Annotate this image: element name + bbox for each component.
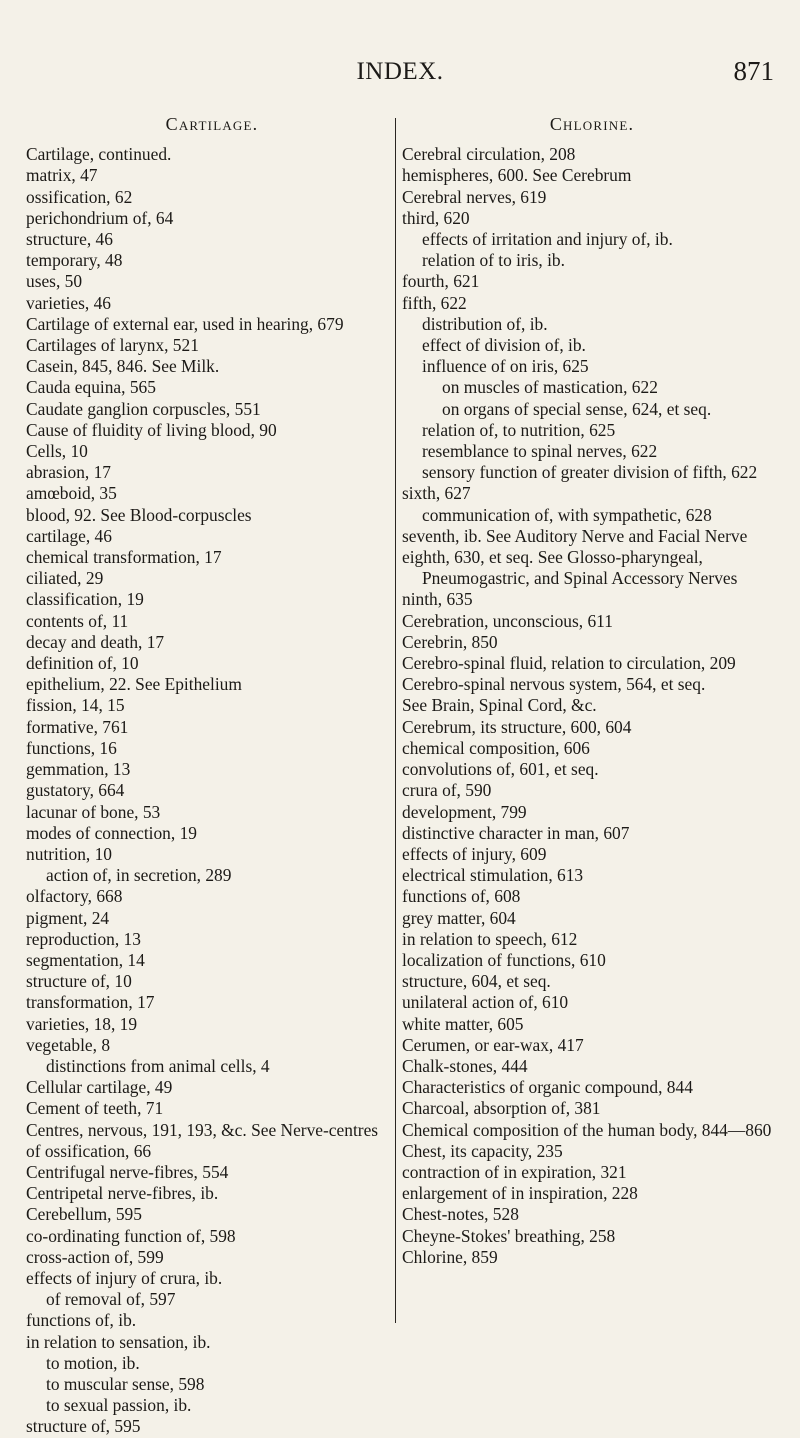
index-entry-text: to muscular sense, 598: [46, 1373, 205, 1394]
index-entry: [26, 908, 398, 929]
index-entry: [26, 611, 398, 632]
index-entry-text: contraction of in expiration, 321: [402, 1161, 627, 1182]
index-entry-text: Chlorine, 859: [402, 1246, 498, 1267]
index-entry-text: action of, in secretion, 289: [46, 865, 232, 886]
index-entry: [26, 1395, 398, 1416]
index-entry-text: Chemical composition of the human body, 844—860: [402, 1119, 772, 1140]
index-entry-text: classification, 19: [26, 589, 144, 610]
index-entry-text: functions of, 608: [402, 886, 521, 907]
index-entry-text: Cerebrum, its structure, 600, 604: [402, 716, 632, 737]
index-entry: [26, 314, 398, 335]
index-entry: [402, 1226, 782, 1247]
index-entry-text: fifth, 622: [402, 292, 467, 313]
index-entry: [402, 314, 782, 335]
index-entry: [26, 293, 398, 314]
index-entry-text: definition of, 10: [26, 653, 139, 674]
index-entry: [26, 738, 398, 759]
index-entry: [26, 462, 398, 483]
index-entry: [402, 1077, 782, 1098]
index-entry: [26, 1332, 398, 1353]
index-entry-text: Cause of fluidity of living blood, 90: [26, 419, 277, 440]
index-entry-text: ciliated, 29: [26, 568, 104, 589]
index-entry: [402, 908, 782, 929]
index-entry: [26, 780, 398, 801]
index-entry-text: fourth, 621: [402, 271, 480, 292]
index-entry-text: distribution of, ib.: [422, 313, 548, 334]
index-entry-text: Cerebro-spinal nervous system, 564, et seq.: [402, 674, 706, 695]
index-entry-text: decay and death, 17: [26, 631, 165, 652]
index-entry-text: effects of irritation and injury of, ib.: [422, 229, 673, 250]
index-entry-text: gemmation, 13: [26, 759, 131, 780]
index-entry-text: structure, 46: [26, 229, 113, 250]
index-entry: [26, 144, 398, 165]
index-entry-text: Cheyne-Stokes' breathing, 258: [402, 1225, 616, 1246]
index-entry: [26, 929, 398, 950]
index-entry-text: localization of functions, 610: [402, 949, 606, 970]
index-entry-text: of ossification, 66: [26, 1140, 152, 1161]
index-entry-text: development, 799: [402, 801, 527, 822]
index-entry: [26, 1289, 398, 1310]
index-entry: [402, 483, 782, 504]
index-entry: [402, 844, 782, 865]
index-entry-text: enlargement of in inspiration, 228: [402, 1183, 638, 1204]
index-entry: [402, 653, 782, 674]
index-entry-text: in relation to sensation, ib.: [26, 1331, 211, 1352]
index-entry-text: epithelium, 22. See Epithelium: [26, 674, 242, 695]
index-entry: [26, 229, 398, 250]
index-entry: [26, 1141, 398, 1162]
index-entry-text: Characteristics of organic compound, 844: [402, 1077, 693, 1098]
index-entry: [26, 399, 398, 420]
index-entry-text: third, 620: [402, 207, 470, 228]
index-entry: [26, 632, 398, 653]
index-entry-text: pigment, 24: [26, 907, 110, 928]
index-entry: [402, 971, 782, 992]
index-entry: [26, 589, 398, 610]
index-entry: [26, 695, 398, 716]
index-entry-text: to motion, ib.: [46, 1352, 140, 1373]
index-entry-text: in relation to speech, 612: [402, 928, 578, 949]
index-entry: [26, 1120, 398, 1141]
index-entry: [26, 1077, 398, 1098]
left-column: [26, 114, 398, 1438]
running-head: INDEX.: [356, 58, 444, 85]
index-entry: [26, 1374, 398, 1395]
index-entry-text: sensory function of greater division of fifth, 622: [422, 462, 758, 483]
index-entry-text: transformation, 17: [26, 992, 155, 1013]
index-entry: [402, 547, 782, 589]
index-entry-text: Cerebral circulation, 208: [402, 144, 576, 165]
index-entry: [26, 1416, 398, 1437]
index-entry-text: Chalk-stones, 444: [402, 1055, 528, 1076]
index-entry-text: communication of, with sympathetic, 628: [422, 504, 712, 525]
index-entry-text: contents of, 11: [26, 610, 129, 631]
index-entry: [26, 335, 398, 356]
index-entry: [402, 144, 782, 165]
index-entry-text: ninth, 635: [402, 589, 473, 610]
index-entry: [26, 865, 398, 886]
index-entry-text: relation of to iris, ib.: [422, 250, 565, 271]
index-entry: [26, 568, 398, 589]
index-entry: [402, 526, 782, 547]
index-entry: [26, 526, 398, 547]
index-entry: [402, 695, 782, 716]
index-entry-text: on muscles of mastication, 622: [442, 377, 658, 398]
right-column-heading: Chlorine.: [549, 114, 635, 134]
index-entry: [402, 865, 782, 886]
index-entry-text: vegetable, 8: [26, 1034, 111, 1055]
index-entry: [26, 1353, 398, 1374]
index-entry: [402, 420, 782, 441]
index-entry-text: Cerumen, or ear-wax, 417: [402, 1034, 584, 1055]
index-entry-text: distinctions from animal cells, 4: [46, 1055, 270, 1076]
column-divider: [395, 118, 396, 1323]
index-entry-text: lacunar of bone, 53: [26, 801, 161, 822]
index-entry-text: Centrifugal nerve-fibres, 554: [26, 1161, 229, 1182]
index-entry: [402, 632, 782, 653]
index-entry: [402, 1247, 782, 1268]
index-entry: [26, 759, 398, 780]
index-entry: [26, 1014, 398, 1035]
index-entry: [402, 1098, 782, 1119]
index-entry-text: convolutions of, 601, et seq.: [402, 759, 599, 780]
index-entry-text: cartilage, 46: [26, 525, 112, 546]
index-entry-text: Cartilage of external ear, used in hearing, 679: [26, 313, 344, 334]
index-entry-text: fission, 14, 15: [26, 695, 125, 716]
index-entry-text: reproduction, 13: [26, 928, 141, 949]
index-entry: [26, 1204, 398, 1225]
index-entry-text: Centripetal nerve-fibres, ib.: [26, 1183, 219, 1204]
index-entry-text: modes of connection, 19: [26, 822, 197, 843]
index-entry: [26, 547, 398, 568]
index-entry-text: Casein, 845, 846. See Milk.: [26, 356, 220, 377]
index-entry: [402, 802, 782, 823]
index-entry: [26, 271, 398, 292]
index-entry: [402, 399, 782, 420]
index-entry: [26, 1183, 398, 1204]
index-entry-text: Centres, nervous, 191, 193, &c. See Nerve-centres: [26, 1119, 379, 1140]
index-entry: [26, 1247, 398, 1268]
index-entry: [402, 441, 782, 462]
index-entry-text: functions, 16: [26, 737, 117, 758]
index-entry: [402, 335, 782, 356]
index-entry: [26, 674, 398, 695]
index-entry-text: segmentation, 14: [26, 949, 145, 970]
index-entry-text: Cellular cartilage, 49: [26, 1077, 173, 1098]
index-entry: [26, 653, 398, 674]
index-entry: [402, 589, 782, 610]
index-entry-text: amœboid, 35: [26, 483, 117, 504]
index-entry: [402, 1014, 782, 1035]
index-entry: [26, 187, 398, 208]
index-entry-text: varieties, 46: [26, 292, 111, 313]
index-entry-text: on organs of special sense, 624, et seq.: [442, 398, 712, 419]
index-entry-text: chemical composition, 606: [402, 737, 590, 758]
index-entry: [26, 1162, 398, 1183]
right-entries: [402, 144, 782, 1268]
index-entry-text: Cauda equina, 565: [26, 377, 156, 398]
index-entry: [402, 229, 782, 250]
index-entry-text: hemispheres, 600. See Cerebrum: [402, 165, 632, 186]
index-entry-text: abrasion, 17: [26, 462, 112, 483]
index-entry-text: olfactory, 668: [26, 886, 123, 907]
right-column: [402, 114, 782, 1268]
index-entry: [26, 505, 398, 526]
index-entry: [26, 1268, 398, 1289]
index-entry: [402, 780, 782, 801]
index-entry-text: Cartilages of larynx, 521: [26, 335, 199, 356]
index-entry-text: functions of, ib.: [26, 1310, 137, 1331]
index-entry: [402, 611, 782, 632]
index-entry: [402, 1035, 782, 1056]
index-entry: [402, 759, 782, 780]
index-entry: [402, 250, 782, 271]
index-entry: [26, 1098, 398, 1119]
index-entry-text: crura of, 590: [402, 780, 492, 801]
index-entry: [26, 802, 398, 823]
index-entry: [402, 992, 782, 1013]
index-entry-text: relation of, to nutrition, 625: [422, 419, 616, 440]
index-entry-text: effects of injury, 609: [402, 843, 547, 864]
index-entry: [402, 165, 782, 186]
index-entry-text: effect of division of, ib.: [422, 335, 586, 356]
index-entry-text: See Brain, Spinal Cord, &c.: [402, 695, 597, 716]
index-entry-text: uses, 50: [26, 271, 83, 292]
index-entry-text: Caudate ganglion corpuscles, 551: [26, 398, 261, 419]
index-entry-text: nutrition, 10: [26, 843, 112, 864]
index-entry-text: blood, 92. See Blood-corpuscles: [26, 504, 252, 525]
index-entry: [26, 717, 398, 738]
index-entry: [402, 377, 782, 398]
index-entry-text: structure of, 595: [26, 1416, 141, 1437]
index-entry-text: formative, 761: [26, 716, 129, 737]
index-entry-text: effects of injury of crura, ib.: [26, 1267, 223, 1288]
index-entry: [402, 505, 782, 526]
index-entry: [402, 1162, 782, 1183]
index-entry: [402, 929, 782, 950]
index-entry-text: Cerebrin, 850: [402, 631, 498, 652]
index-entry-text: perichondrium of, 64: [26, 207, 174, 228]
index-entry-text: Cartilage, continued.: [26, 144, 172, 165]
index-entry-text: Cells, 10: [26, 441, 88, 462]
index-entry-text: chemical transformation, 17: [26, 547, 222, 568]
index-entry: [26, 483, 398, 504]
index-entry-text: sixth, 627: [402, 483, 471, 504]
index-entry-text: electrical stimulation, 613: [402, 865, 584, 886]
index-entry: [402, 1204, 782, 1225]
index-entry-text: Cement of teeth, 71: [26, 1098, 164, 1119]
index-entry-text: Cerebellum, 595: [26, 1204, 142, 1225]
index-entry: [26, 844, 398, 865]
index-entry: [26, 420, 398, 441]
index-entry: [26, 1226, 398, 1247]
index-entry: [26, 377, 398, 398]
index-entry-text: cross-action of, 599: [26, 1246, 164, 1267]
index-entry-text: Cerebral nerves, 619: [402, 186, 547, 207]
index-entry: [402, 1120, 782, 1141]
index-entry: [402, 208, 782, 229]
left-column-heading: Cartilage.: [165, 114, 259, 134]
index-entry: [26, 1035, 398, 1056]
index-entry: [26, 441, 398, 462]
index-entry: [402, 823, 782, 844]
index-entry-text: to sexual passion, ib.: [46, 1395, 192, 1416]
index-entry-text: ossification, 62: [26, 186, 133, 207]
index-entry: [402, 1056, 782, 1077]
index-entry: [402, 1141, 782, 1162]
index-entry: [26, 250, 398, 271]
index-entry: [402, 886, 782, 907]
index-entry-text: Chest, its capacity, 235: [402, 1140, 563, 1161]
index-entry-text: structure, 604, et seq.: [402, 971, 551, 992]
index-entry: [402, 271, 782, 292]
index-entry: [402, 293, 782, 314]
index-entry-text: eighth, 630, et seq. See Glosso-pharyngeal, Pneumogastric, and Spinal Accessory Nerves: [402, 547, 738, 589]
index-entry: [402, 1183, 782, 1204]
index-entry-text: unilateral action of, 610: [402, 992, 569, 1013]
index-entry-text: matrix, 47: [26, 165, 98, 186]
index-entry-text: distinctive character in man, 607: [402, 822, 630, 843]
index-entry: [26, 1056, 398, 1077]
page-number: 871: [733, 56, 774, 86]
index-entry: [402, 950, 782, 971]
index-entry: [26, 886, 398, 907]
index-entry-text: Charcoal, absorption of, 381: [402, 1098, 601, 1119]
index-entry-text: co-ordinating function of, 598: [26, 1225, 236, 1246]
index-entry-text: gustatory, 664: [26, 780, 125, 801]
index-entry: [26, 356, 398, 377]
index-entry: [402, 462, 782, 483]
index-entry: [26, 823, 398, 844]
left-entries: [26, 144, 398, 1437]
index-entry-text: temporary, 48: [26, 250, 123, 271]
index-entry: [26, 165, 398, 186]
index-entry-text: resemblance to spinal nerves, 622: [422, 441, 658, 462]
index-entry: [26, 971, 398, 992]
index-entry: [26, 992, 398, 1013]
index-entry-text: Cerebration, unconscious, 611: [402, 610, 613, 631]
index-entry: [402, 674, 782, 695]
index-entry-text: Chest-notes, 528: [402, 1204, 519, 1225]
index-entry: [402, 717, 782, 738]
index-entry-text: Cerebro-spinal fluid, relation to circulation, 209: [402, 653, 736, 674]
index-entry-text: seventh, ib. See Auditory Nerve and Facial Nerve: [402, 525, 748, 546]
index-entry: [402, 738, 782, 759]
index-entry-text: grey matter, 604: [402, 907, 516, 928]
index-entry: [26, 208, 398, 229]
index-entry-text: of removal of, 597: [46, 1289, 176, 1310]
index-entry: [402, 356, 782, 377]
index-entry: [402, 187, 782, 208]
index-entry: [26, 1310, 398, 1331]
index-entry-text: white matter, 605: [402, 1013, 524, 1034]
index-entry: [26, 950, 398, 971]
index-entry-text: structure of, 10: [26, 971, 132, 992]
index-entry-text: influence of on iris, 625: [422, 356, 589, 377]
index-entry-text: varieties, 18, 19: [26, 1013, 138, 1034]
